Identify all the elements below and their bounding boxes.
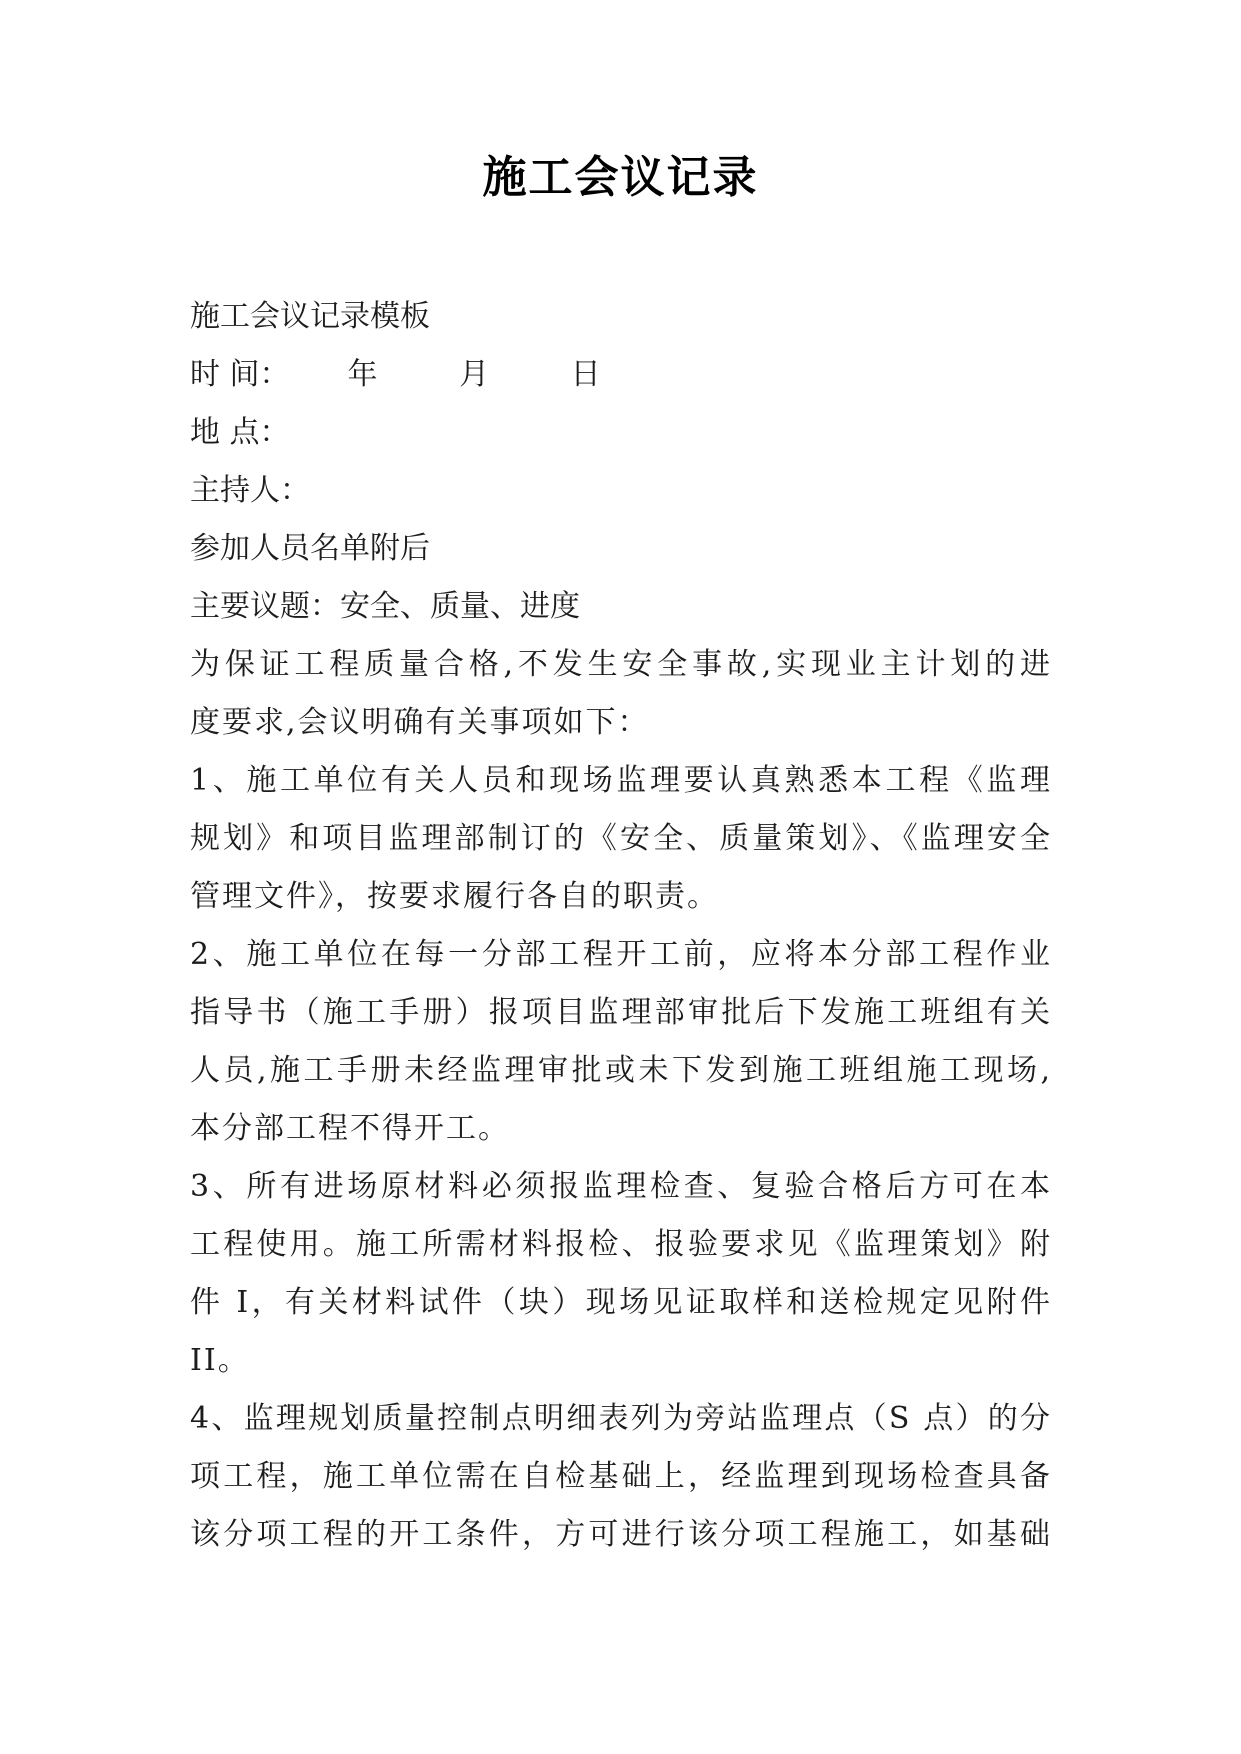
document-body [190,288,1052,1564]
paragraph-line: 度要求,会议明确有关事项如下： [190,705,650,740]
paragraph-line: 项工程，施工单位需在自检基础上，经监理到现场检查具备 [190,1459,1052,1494]
host-line: 主持人： [190,473,310,508]
place-line [190,404,1052,462]
paragraph-line: 为保证工程质量合格,不发生安全事故,实现业主计划的进 [190,647,1052,682]
paragraph-line: 管理文件》，按要求履行各自的职责。 [190,879,719,914]
topics-line: 主要议题：安全、质量、进度 [190,589,580,624]
time-line [190,346,1052,404]
paragraph-line: 工程使用。施工所需材料报检、报验要求见《监理策划》附 [190,1227,1052,1262]
paragraph-line: 件 I，有关材料试件（块）现场见证取样和送检规定见附件 [190,1285,1052,1320]
document-title: 施工会议记录 [482,152,759,203]
paragraph-line: 4、监理规划质量控制点明细表列为旁站监理点（S 点）的分 [190,1401,1052,1436]
place-label: 地 点： [190,415,290,450]
paragraph-line: 规划》和项目监理部制订的《安全、质量策划》、《监理安全 [190,821,1052,856]
paragraph-line: 该分项工程的开工条件，方可进行该分项工程施工，如基础 [190,1517,1052,1552]
time-label: 时 间： [190,357,290,392]
paragraph-line: 2、施工单位在每一分部工程开工前，应将本分部工程作业 [190,937,1052,972]
paragraph-line: 1、施工单位有关人员和现场监理要认真熟悉本工程《监理 [190,763,1052,798]
paragraph-line: 本分部工程不得开工。 [190,1111,510,1146]
template-name-line: 施工会议记录模板 [190,299,430,334]
paragraph-line: 指导书（施工手册）报项目监理部审批后下发施工班组有关 [190,995,1052,1030]
time-value: 年 月 日 [347,357,637,392]
paragraph-line: II。 [190,1343,250,1378]
paragraph-line: 3、所有进场原材料必须报监理检查、复验合格后方可在本 [190,1169,1052,1204]
paragraph-line: 人员,施工手册未经监理审批或未下发到施工班组施工现场, [190,1053,1052,1088]
attendees-line: 参加人员名单附后 [190,531,430,566]
